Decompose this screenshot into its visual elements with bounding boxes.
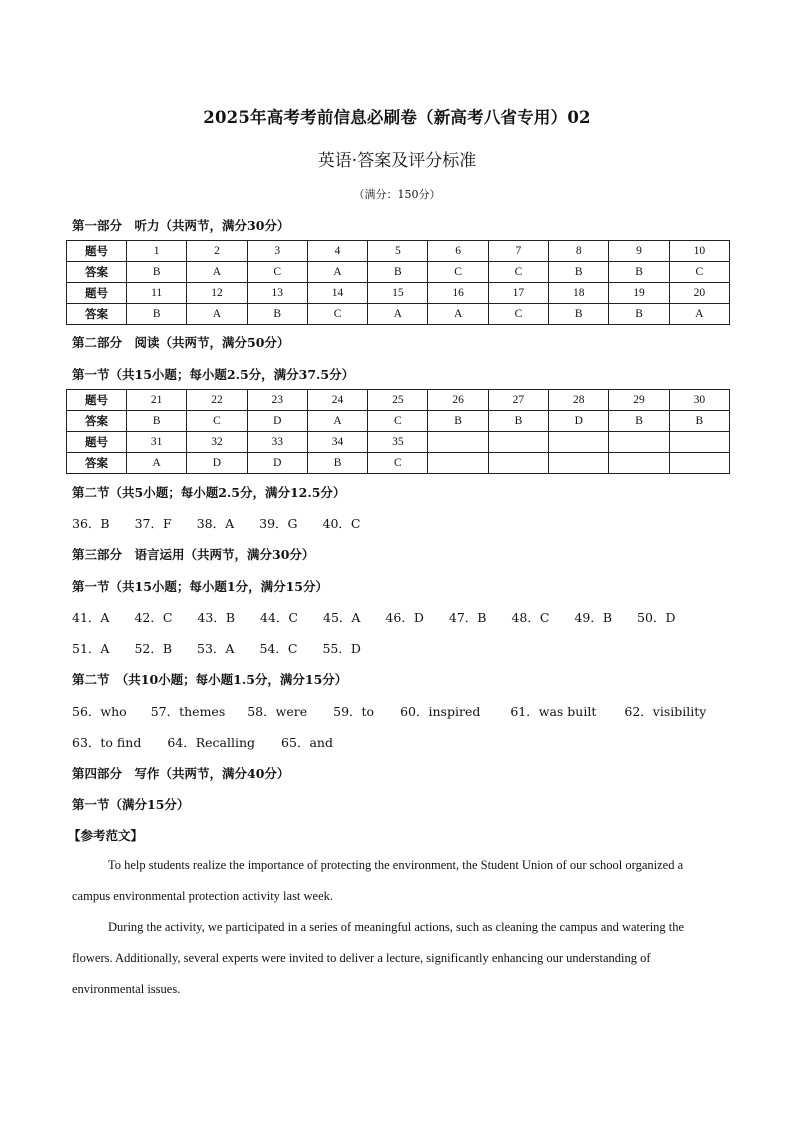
answer-item: 44．C xyxy=(260,610,298,625)
part3-section2-answers-row1 xyxy=(72,702,706,720)
table-cell: C xyxy=(368,411,428,432)
row-label: 答案 xyxy=(67,304,127,325)
table-cell: C xyxy=(307,304,367,325)
table-row xyxy=(67,411,730,432)
answer-item: 52．B xyxy=(134,641,173,656)
answer-item: 43．B xyxy=(197,610,236,625)
table-cell: 21 xyxy=(127,390,187,411)
answer-item: 56．who xyxy=(72,704,127,719)
table-cell: 15 xyxy=(368,283,428,304)
table-cell: 6 xyxy=(428,241,488,262)
table-cell: 27 xyxy=(488,390,548,411)
row-label: 题号 xyxy=(67,241,127,262)
table-cell: B xyxy=(127,262,187,283)
answer-item: 50．D xyxy=(637,610,676,625)
table-cell: 14 xyxy=(307,283,367,304)
answer-item: 61．was built xyxy=(510,704,597,719)
table-cell: 31 xyxy=(127,432,187,453)
answer-item: 59．to xyxy=(333,704,375,719)
table-cell: B xyxy=(127,304,187,325)
table-row xyxy=(67,390,730,411)
table-cell: 13 xyxy=(247,283,307,304)
table-cell xyxy=(549,453,609,474)
part3-section1-answers-row1 xyxy=(72,608,675,626)
table-row xyxy=(67,432,730,453)
answer-item: 37．F xyxy=(134,516,172,531)
table-row xyxy=(67,304,730,325)
answer-item: 36．B xyxy=(72,516,110,531)
table-cell: 19 xyxy=(609,283,669,304)
answer-item: 47．B xyxy=(448,610,487,625)
part3-section1-heading: 第一节（共15小题；每小题1分，满分15分） xyxy=(72,579,328,594)
table-cell: 30 xyxy=(669,390,729,411)
table-cell: 20 xyxy=(669,283,729,304)
sample-essay-label: 【参考范文】 xyxy=(68,828,144,843)
table-cell: 29 xyxy=(609,390,669,411)
table-cell: 33 xyxy=(247,432,307,453)
table-cell: C xyxy=(247,262,307,283)
page-title: 2025年高考考前信息必刷卷（新高考八省专用）02 xyxy=(203,108,591,127)
answer-item: 60．inspired xyxy=(400,704,481,719)
table-cell: B xyxy=(247,304,307,325)
table-row xyxy=(67,241,730,262)
table-cell: A xyxy=(127,453,187,474)
table-cell xyxy=(549,432,609,453)
part1-answer-table xyxy=(66,240,730,325)
part4-heading: 第四部分 写作（共两节，满分40分） xyxy=(72,766,290,781)
table-row xyxy=(67,262,730,283)
table-cell: D xyxy=(247,411,307,432)
table-cell: 5 xyxy=(368,241,428,262)
answer-item: 39．G xyxy=(259,516,298,531)
answer-item: 41．A xyxy=(72,610,110,625)
part3-section2-answers-row2 xyxy=(72,733,333,751)
row-label: 答案 xyxy=(67,453,127,474)
table-cell: A xyxy=(307,411,367,432)
answer-item: 40．C xyxy=(322,516,361,531)
table-cell: 32 xyxy=(187,432,247,453)
table-cell: 34 xyxy=(307,432,367,453)
table-cell: 23 xyxy=(247,390,307,411)
answer-item: 51．A xyxy=(72,641,110,656)
essay-paragraph-1: To help students realize the importance of protecting the environment, the Student Union of our school organized a campus environmental protection activity last week. xyxy=(72,858,684,903)
table-cell: B xyxy=(549,262,609,283)
table-cell: C xyxy=(488,304,548,325)
row-label: 题号 xyxy=(67,390,127,411)
table-cell: 12 xyxy=(187,283,247,304)
table-cell: A xyxy=(187,304,247,325)
table-cell: 1 xyxy=(127,241,187,262)
table-cell: B xyxy=(127,411,187,432)
table-cell: 18 xyxy=(549,283,609,304)
table-cell xyxy=(609,432,669,453)
table-cell: 25 xyxy=(368,390,428,411)
part2-heading: 第二部分 阅读（共两节，满分50分） xyxy=(72,335,290,350)
table-cell: A xyxy=(187,262,247,283)
answer-item: 57．themes xyxy=(150,704,226,719)
table-cell: C xyxy=(368,453,428,474)
table-cell xyxy=(488,432,548,453)
table-cell: B xyxy=(549,304,609,325)
table-cell: B xyxy=(609,411,669,432)
answer-item: 54．C xyxy=(259,641,298,656)
table-cell: B xyxy=(307,453,367,474)
row-label: 题号 xyxy=(67,432,127,453)
total-score-note: （满分：150分） xyxy=(353,188,441,201)
table-cell: A xyxy=(428,304,488,325)
table-cell xyxy=(669,432,729,453)
part3-section1-answers-row2 xyxy=(72,639,361,657)
answer-item: 64．Recalling xyxy=(167,735,256,750)
table-cell xyxy=(669,453,729,474)
table-cell: C xyxy=(488,262,548,283)
answer-item: 42．C xyxy=(134,610,173,625)
sample-essay xyxy=(72,850,702,1005)
table-cell: B xyxy=(488,411,548,432)
table-cell: A xyxy=(669,304,729,325)
answer-item: 45．A xyxy=(323,610,361,625)
part2-section2-answers xyxy=(72,514,361,532)
table-cell: C xyxy=(187,411,247,432)
table-cell xyxy=(609,453,669,474)
table-cell xyxy=(428,432,488,453)
table-cell: D xyxy=(549,411,609,432)
table-cell: 24 xyxy=(307,390,367,411)
answer-item: 65．and xyxy=(281,735,333,750)
table-cell: 26 xyxy=(428,390,488,411)
answer-item: 48．C xyxy=(511,610,550,625)
part2-section1-heading: 第一节（共15小题；每小题2.5分，满分37.5分） xyxy=(72,367,355,382)
table-cell: 17 xyxy=(488,283,548,304)
answer-item: 49．B xyxy=(574,610,613,625)
table-cell: 2 xyxy=(187,241,247,262)
table-cell: 35 xyxy=(368,432,428,453)
table-cell: A xyxy=(307,262,367,283)
table-cell: 10 xyxy=(669,241,729,262)
table-cell: D xyxy=(187,453,247,474)
row-label: 题号 xyxy=(67,283,127,304)
table-cell: 4 xyxy=(307,241,367,262)
table-cell: D xyxy=(247,453,307,474)
table-cell: 28 xyxy=(549,390,609,411)
table-cell: B xyxy=(609,262,669,283)
table-row xyxy=(67,283,730,304)
table-cell: B xyxy=(368,262,428,283)
table-cell xyxy=(488,453,548,474)
table-cell: 3 xyxy=(247,241,307,262)
table-cell: 8 xyxy=(549,241,609,262)
table-cell: 22 xyxy=(187,390,247,411)
row-label: 答案 xyxy=(67,262,127,283)
row-label: 答案 xyxy=(67,411,127,432)
table-cell xyxy=(428,453,488,474)
part3-heading: 第三部分 语言运用（共两节，满分30分） xyxy=(72,547,315,562)
table-cell: 16 xyxy=(428,283,488,304)
answer-item: 63．to find xyxy=(72,735,142,750)
table-cell: B xyxy=(609,304,669,325)
part2-section2-heading: 第二节（共5小题；每小题2.5分，满分12.5分） xyxy=(72,485,346,500)
essay-paragraph-2: During the activity, we participated in a series of meaningful actions, such as cleaning the campus and watering the flowers. Additionally, several experts were invited to deliver a lecture, significantly enhancing our understanding of environmental issues. xyxy=(72,920,685,996)
table-row xyxy=(67,453,730,474)
table-cell: 9 xyxy=(609,241,669,262)
part3-section2-heading: 第二节 （共10小题；每小题1.5分，满分15分） xyxy=(72,672,348,687)
table-cell: 7 xyxy=(488,241,548,262)
table-cell: C xyxy=(669,262,729,283)
answer-item: 62．visibility xyxy=(624,704,707,719)
table-cell: C xyxy=(428,262,488,283)
answer-item: 55．D xyxy=(322,641,361,656)
part2-answer-table xyxy=(66,389,730,474)
answer-item: 38．A xyxy=(196,516,235,531)
part4-section1-heading: 第一节（满分15分） xyxy=(72,797,190,812)
table-cell: A xyxy=(368,304,428,325)
answer-item: 53．A xyxy=(197,641,235,656)
answer-item: 58．were xyxy=(247,704,308,719)
table-cell: 11 xyxy=(127,283,187,304)
part1-heading: 第一部分 听力（共两节，满分30分） xyxy=(72,218,290,233)
page-subtitle: 英语·答案及评分标准 xyxy=(317,151,477,171)
table-cell: B xyxy=(428,411,488,432)
table-cell: B xyxy=(669,411,729,432)
answer-item: 46．D xyxy=(385,610,424,625)
